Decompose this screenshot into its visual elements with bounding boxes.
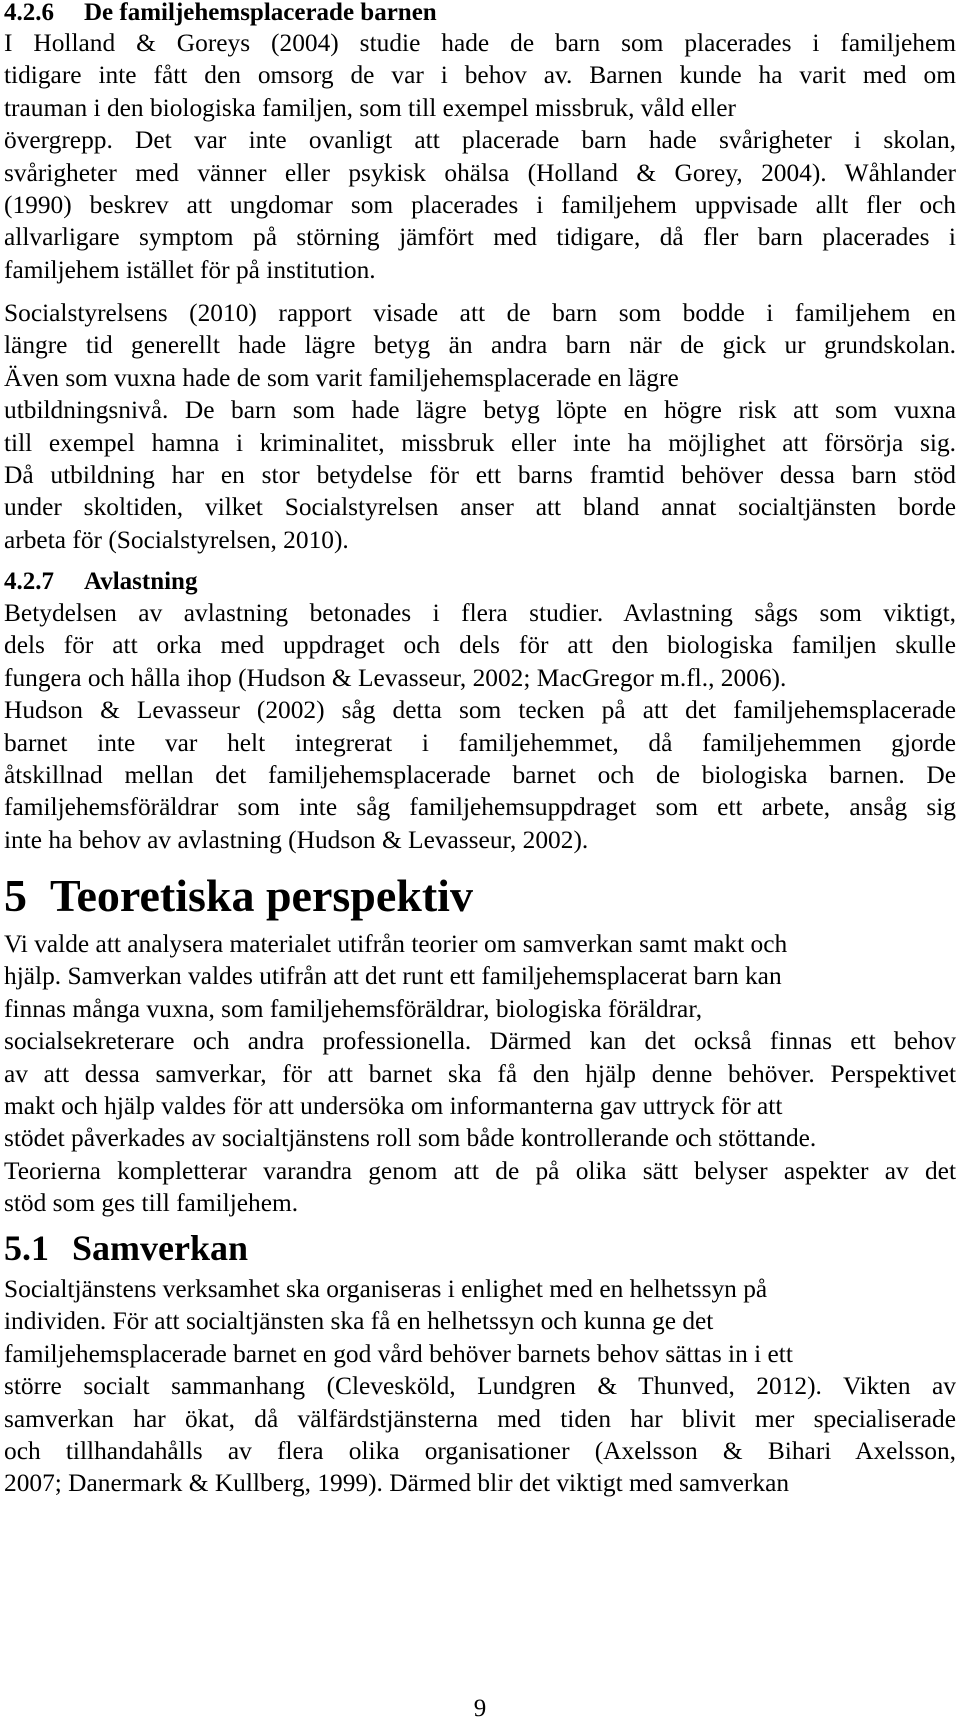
text-line: stöd som ges till familjehem. — [4, 1189, 299, 1218]
section-title: De familjehemsplacerade barnen — [84, 0, 437, 26]
text-line: större socialt sammanhang (Clevesköld, Lundgren & Thunved, 2012). Vikten av — [4, 1372, 956, 1401]
text-line: åtskillnad mellan det familjehemsplacerade barnet och de biologiska barnen. De — [4, 760, 956, 789]
text-line: fungera och hålla ihop (Hudson & Levasseur, 2002; MacGregor m.fl., 2006). — [4, 663, 787, 692]
text-line: Teorierna kompletterar varandra genom att de på olika sätt belyser aspekter av det — [4, 1156, 956, 1185]
text-line: Socialstyrelsens (2010) rapport visade att de barn som bodde i familjehem en — [4, 299, 956, 327]
paragraph — [4, 928, 956, 1220]
text-line: barnet inte var helt integrerat i familjehemmet, då familjehemmen gjorde — [4, 728, 956, 757]
text-line: Då utbildning har en stor betydelse för ett barns framtid behöver dessa barn stöd — [4, 460, 956, 489]
text-line: Betydelsen av avlastning betonades i flera studier. Avlastning sågs som viktigt, — [4, 599, 956, 627]
text-line: svårigheter med vänner eller psykisk ohälsa (Holland & Gorey, 2004). Wåhlander — [4, 158, 956, 187]
chapter-number: 5 — [4, 870, 27, 921]
text-line: 2007; Danermark & Kullberg, 1999). Därmed blir det viktigt med samverkan — [4, 1469, 790, 1498]
text-line: familjehem istället för på institution. — [4, 255, 376, 284]
text-line: trauman i den biologiska familjen, som till exempel missbruk, våld eller — [4, 93, 736, 122]
text-line: utbildningsnivå. De barn som hade lägre betyg löpte en högre risk att som vuxna — [4, 396, 956, 425]
text-line: Även som vuxna hade de som varit familjehemsplacerade en lägre — [4, 363, 679, 392]
section-title: Samverkan — [72, 1228, 249, 1268]
section-heading-5-1 — [4, 1228, 248, 1268]
chapter-title: Teoretiska perspektiv — [50, 870, 473, 921]
text-line: finnas många vuxna, som familjehemsföräldrar, biologiska föräldrar, — [4, 994, 703, 1023]
text-line: av att dessa samverkar, för att barnet ska få den hjälp denne behöver. Perspektivet — [4, 1059, 956, 1088]
text-line: I Holland & Goreys (2004) studie hade de barn som placerades i familjehem — [4, 29, 956, 57]
text-line: socialsekreterare och andra professionella. Därmed kan det också finnas ett behov — [4, 1027, 956, 1056]
text-line: inte ha behov av avlastning (Hudson & Levasseur, 2002). — [4, 825, 589, 854]
text-line: under skoltiden, vilket Socialstyrelsen anser att bland annat socialtjänsten borde — [4, 493, 956, 522]
text-line: till exempel hamna i kriminalitet, missbruk eller inte ha möjlighet att försörja sig. — [4, 428, 956, 457]
section-number: 4.2.6 — [4, 0, 54, 26]
text-line: (1990) beskrev att ungdomar som placerades i familjehem uppvisade allt fler och — [4, 190, 956, 219]
text-line: övergrepp. Det var inte ovanligt att placerade barn hade svårigheter i skolan, — [4, 126, 956, 155]
text-line: tidigare inte fått den omsorg de var i behov av. Barnen kunde ha varit med om — [4, 61, 956, 90]
paragraph — [4, 297, 956, 556]
text-line: samverkan har ökat, då välfärdstjänsterna med tiden har blivit mer specialiserade — [4, 1404, 956, 1433]
page-number: 9 — [473, 1695, 487, 1722]
text-line: Socialtjänstens verksamhet ska organiseras i enlighet med en helhetssyn på — [4, 1275, 768, 1303]
text-line: arbeta för (Socialstyrelsen, 2010). — [4, 525, 349, 554]
text-line: makt och hjälp valdes för att undersöka om informanterna gav uttryck för att — [4, 1091, 783, 1120]
text-line: stödet påverkades av socialtjänstens roll som både kontrollerande och stöttande. — [4, 1124, 817, 1153]
text-line: individen. För att socialtjänsten ska få en helhetssyn och kunna ge det — [4, 1307, 714, 1336]
paragraph — [4, 1273, 956, 1500]
paragraph — [4, 27, 956, 286]
text-line: Hudson & Levasseur (2002) såg detta som tecken på att det familjehemsplacerade — [4, 696, 956, 725]
text-line: dels för att orka med uppdraget och dels för att den biologiska familjen skulle — [4, 631, 956, 660]
chapter-heading-5 — [4, 871, 473, 921]
section-heading-4-2-7 — [4, 567, 197, 597]
section-title: Avlastning — [84, 568, 198, 595]
text-line: hjälp. Samverkan valdes utifrån att det runt ett familjehemsplacerat barn kan — [4, 962, 782, 991]
text-line: och tillhandahålls av flera olika organisationer (Axelsson & Bihari Axelsson, — [4, 1436, 956, 1465]
text-line: Vi valde att analysera materialet utifrån teorier om samverkan samt makt och — [4, 930, 788, 958]
section-number: 4.2.7 — [4, 568, 54, 595]
section-number: 5.1 — [4, 1228, 49, 1268]
text-line: längre tid generellt hade lägre betyg än andra barn när de gick ur grundskolan. — [4, 331, 956, 360]
text-line: familjehemsföräldrar som inte såg familjehemsuppdraget som ett arbete, ansåg sig — [4, 793, 956, 822]
section-heading-4-2-6 — [4, 0, 437, 28]
text-line: allvarligare symptom på störning jämfört med tidigare, då fler barn placerades i — [4, 223, 956, 252]
text-line: familjehemsplacerade barnet en god vård behöver barnets behov sättas in i ett — [4, 1339, 793, 1368]
paragraph — [4, 597, 956, 856]
